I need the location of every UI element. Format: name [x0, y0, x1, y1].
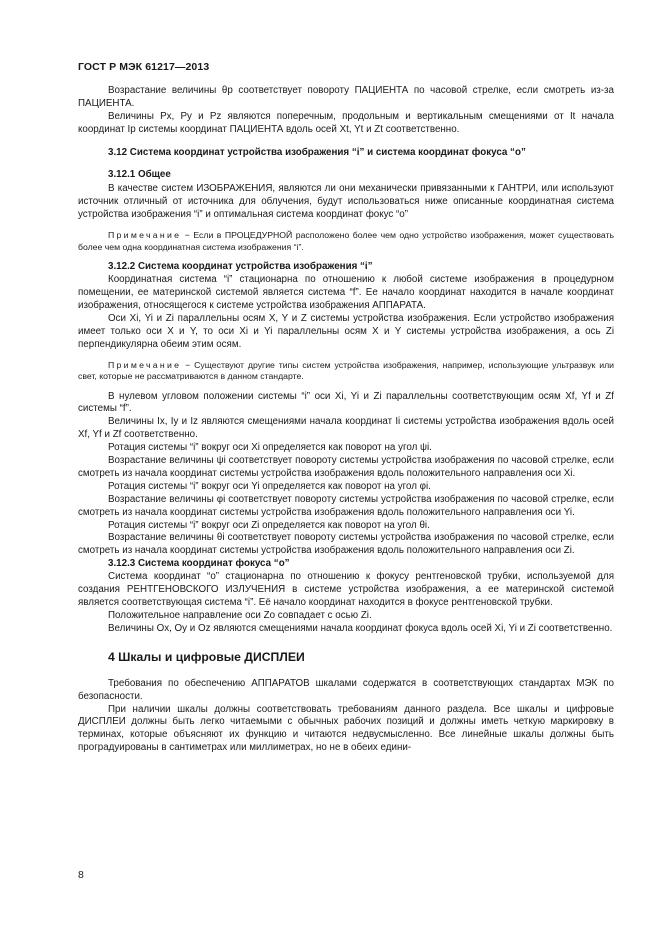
note-2 [78, 360, 614, 383]
section-heading-4: 4 Шкалы и цифровые ДИСПЛЕИ [108, 649, 305, 664]
standard-header: ГОСТ Р МЭК 61217—2013 [78, 61, 210, 73]
paragraph: Система координат “o” стационарна по отношению к фокусу рентгеновской трубки, используемой для создания РЕНТГЕНОВСКОГО ИЗЛУЧЕНИЯ в системе устройства изображения, а ее материнской системой является соответствующая система “i”. Её начало координат находится в фокусе рентгеновской трубки. [78, 571, 614, 608]
paragraph: В качестве систем ИЗОБРАЖЕНИЯ, являются ли они механически привязанными к ГАНТРИ, или используют источник отличный от источника для облучения, будут использоваться ниже описанные координатная система устройства изображения “i” и оптимальная система координат фокус “o” [78, 183, 614, 221]
paragraph: Величины Ox, Oy и Oz являются смещениями начала координат фокуса вдоль осей Xi, Yi и Zi соответственно. [108, 622, 613, 634]
paragraph: В нулевом угловом положении системы “i” оси Xi, Yi и Zi параллельны соответствующим осям Xf, Yf и Zf системы “f”. [78, 390, 614, 415]
subsection-heading-3-12-3: 3.12.3 Система координат фокуса “o” [108, 558, 290, 570]
note-text: − Существуют другие типы систем устройства изображения, например, использующие ультразвук или свет, которые не рассматриваются в данном стандарте. [78, 359, 614, 381]
subsection-heading-3-12-1: 3.12.1 Общее [108, 168, 171, 180]
paragraph: Величины Px, Py и Pz являются поперечным, продольным и вертикальным смещениями от It начала координат Ip системы координат ПАЦИЕНТА вдоль осей Xt, Yt и Zt соответственно. [78, 110, 614, 135]
paragraph: Возрастание величины φi соответствует повороту системы устройства изображения по часовой стрелке, если смотреть из начала координат системы устройства изображения вдоль положительного направления оси Yi. [78, 493, 614, 518]
paragraph: Требования по обеспечению АППАРАТОВ шкалами содержатся в соответствующих стандартах МЭК по безопасности. [78, 677, 614, 702]
paragraph: Возрастание величины θp соответствует повороту ПАЦИЕНТА по часовой стрелке, если смотреть из-за ПАЦИЕНТА. [78, 85, 614, 109]
paragraph: Положительное направление оси Zo совпадает с осью Zi. [108, 609, 372, 621]
note-text: − Если в ПРОЦЕДУРНОЙ расположено более чем одно устройство изображения, может существовать более чем одна координатная система изображения “i”. [78, 230, 614, 252]
section-heading-3-12: 3.12 Система координат устройства изображения “i” и система координат фокуса “o” [108, 146, 526, 158]
note-1 [78, 230, 614, 253]
subsection-heading-3-12-2: 3.12.2 Система координат устройства изображения “i” [108, 261, 373, 273]
paragraph: Возрастание величины θi соответствует повороту системы устройства изображения по часовой стрелке, если смотреть из начала координат системы устройства изображения вдоль положительного направления оси Zi. [78, 532, 614, 557]
paragraph: Ротация системы “i” вокруг оси Yi определяется как поворот на угол φi. [108, 480, 431, 492]
paragraph: Ротация системы “i” вокруг оси Xi определяется как поворот на угол ψi. [108, 442, 432, 454]
paragraph: Возрастание величины ψi соответствует повороту системы устройства изображения по часовой стрелке, если смотреть из начала координат системы устройства изображения вдоль положительного направления оси Xi. [78, 455, 614, 479]
paragraph: Оси Xi, Yi и Zi параллельны осям X, Y и Z системы устройства изображения. Если устройство изображения имеет только оси X и Y, то оси Xi и Yi параллельны осям X и Y системы устройства изображения, а ось Zi перпендикулярна обеим этим осям. [78, 312, 614, 350]
note-label: Примечание [108, 230, 182, 241]
paragraph: При наличии шкалы должны соответствовать требованиям данного раздела. Все шкалы и цифровые ДИСПЛЕИ должны быть легко читаемыми с обычных рабочих позиций и должны иметь четкую маркировку в терминах, которые объясняют их функцию и читаются недвусмысленно. Все линейные шкалы должны быть проградуированы в сантиметрах или миллиметрах, но не в обеих едини- [78, 703, 614, 754]
page-body [78, 85, 614, 755]
page-number: 8 [78, 869, 84, 881]
paragraph: Величины Ix, Iy и Iz являются смещениями начала координат Ii системы устройства изображения вдоль осей Xf, Yf и Zf соответственно. [78, 416, 614, 441]
paragraph: Ротация системы “i” вокруг оси Zi определяется как поворот на угол θi. [108, 519, 430, 531]
paragraph: Координатная система “i” стационарна по отношению к любой системе изображения в процедурном помещении, ее материнской системой является система “f”. Ее начало координат находится в начале координат изображения, относящегося к системе устройства изображения АППАРАТА. [78, 274, 614, 311]
note-label: Примечание [108, 359, 182, 370]
